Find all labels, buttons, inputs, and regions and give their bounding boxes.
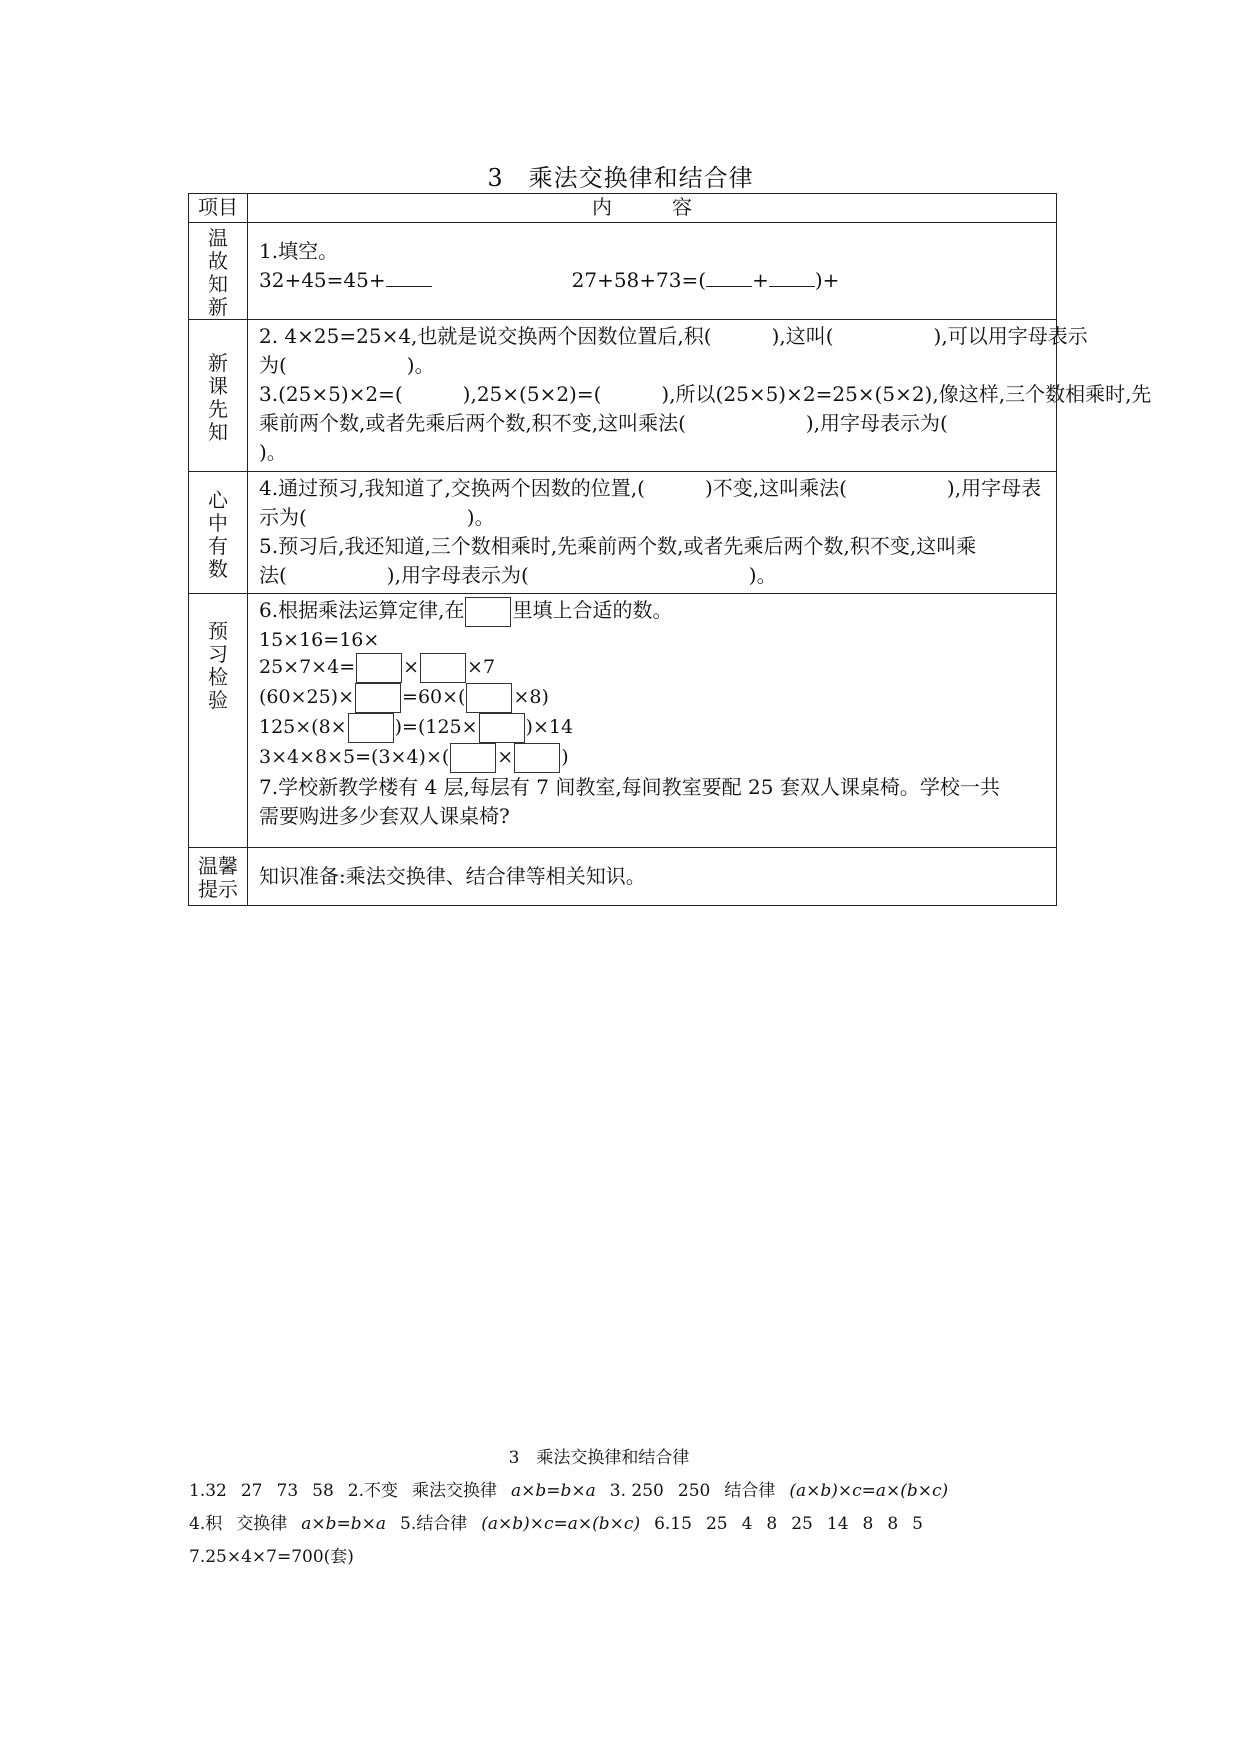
expr-3-box-1[interactable] (355, 683, 401, 713)
q3-line-1: 3.(25×5)×2=( ),25×(5×2)=( ),所以(25×5)×2=25×(5×2),像这样,三个数相乘时,先 (259, 382, 1152, 406)
expr-2: 25×7×4= × ×7 (259, 653, 1046, 683)
table-row-review (189, 223, 1057, 320)
table-row-tips (189, 848, 1057, 906)
expr-5: 3×4×8×5=(3×4)×( × ) (259, 743, 1046, 773)
tips-text: 知识准备:乘法交换律、结合律等相关知识。 (259, 864, 646, 888)
q5-line-1: 5.预习后,我还知道,三个数相乘时,先乘前两个数,或者先乘后两个数,积不变,这叫乘 (259, 534, 977, 558)
q5-line-2: 法( ),用字母表示为( )。 (259, 563, 777, 587)
header-item-label: 项目 (189, 194, 248, 223)
q6-sample-box (465, 597, 511, 627)
row-content-tips (248, 848, 1057, 906)
q7-line-2: 需要购进多少套双人课桌椅? (259, 803, 510, 828)
expr-3-box-2[interactable] (466, 683, 512, 713)
page-title: 3 乘法交换律和结合律 (487, 164, 754, 192)
q1-text: 1.填空。 (259, 239, 339, 263)
expr-4-box-1[interactable] (348, 713, 394, 743)
q3-line-2: 乘前两个数,或者先乘后两个数,积不变,这叫乘法( ),用字母表示为( (259, 411, 948, 435)
q7-line-1: 7.学校新教学楼有 4 层,每层有 7 间教室,每间教室要配 25 套双人课桌椅。学校一共 (259, 774, 1000, 799)
q3-line-3: )。 (259, 440, 287, 464)
q6-instruction: 6.根据乘法运算定律,在 里填上合适的数。 (259, 596, 1046, 627)
answer-line-1: 1.32 27 73 58 2.不变 乘法交换律 a×b=b×a 3. 250 250 结合律 (a×b)×c=a×(b×c) (189, 1481, 949, 1501)
q1-fill-line: 32+45=45+ 27+58+73=( + )+ (259, 268, 840, 292)
q2-line-2: 为( )。 (259, 353, 435, 377)
expr-2-box-1[interactable] (356, 653, 402, 683)
row-label-review: 温故知新 (189, 223, 248, 320)
row-content-preview-check (248, 594, 1057, 848)
answer-line-3: 7.25×4×7=700(套) (189, 1547, 354, 1567)
expr-3: (60×25)× =60×( ×8) (259, 683, 1046, 713)
preview-table (188, 193, 1152, 906)
q1-blank-2[interactable] (706, 268, 752, 287)
q1-blank-3[interactable] (769, 268, 815, 287)
header-content-label: 内 容 (248, 194, 1057, 223)
q4-line-2: 示为( )。 (259, 505, 495, 529)
row-content-check-knowledge (248, 472, 1057, 594)
row-label-check-knowledge: 心中有数 (189, 472, 248, 594)
expr-4: 125×(8× )=(125× )×14 (259, 713, 1046, 743)
row-content-review (248, 223, 1057, 320)
table-header-row (189, 194, 1057, 223)
expr-5-box-2[interactable] (514, 743, 560, 773)
row-label-new-lesson: 新课先知 (189, 320, 248, 472)
row-label-preview-check: 预习检验 (189, 594, 248, 848)
table-row-new-lesson (189, 320, 1057, 472)
expr-4-box-2[interactable] (479, 713, 525, 743)
answer-heading: 3 乘法交换律和结合律 (508, 1448, 690, 1468)
expr-5-box-1[interactable] (450, 743, 496, 773)
table-row-check-knowledge (189, 472, 1057, 594)
answer-line-2: 4.积 交换律 a×b=b×a 5.结合律 (a×b)×c=a×(b×c) 6.15 25 4 8 25 14 8 8 5 (189, 1514, 923, 1534)
q1-blank-1[interactable] (386, 268, 432, 287)
q4-line-1: 4.通过预习,我知道了,交换两个因数的位置,( )不变,这叫乘法( ),用字母表 (259, 476, 1042, 500)
answer-key (189, 1442, 1069, 1574)
row-label-tips: 温馨提示 (189, 848, 248, 906)
q2-line-1: 2. 4×25=25×4,也就是说交换两个因数位置后,积( ),这叫( ),可以用字母表示 (259, 324, 1088, 348)
row-content-new-lesson (248, 320, 1152, 472)
table-row-preview-check (189, 594, 1057, 848)
expr-2-box-2[interactable] (420, 653, 466, 683)
expr-1: 15×16=16× (259, 628, 380, 651)
